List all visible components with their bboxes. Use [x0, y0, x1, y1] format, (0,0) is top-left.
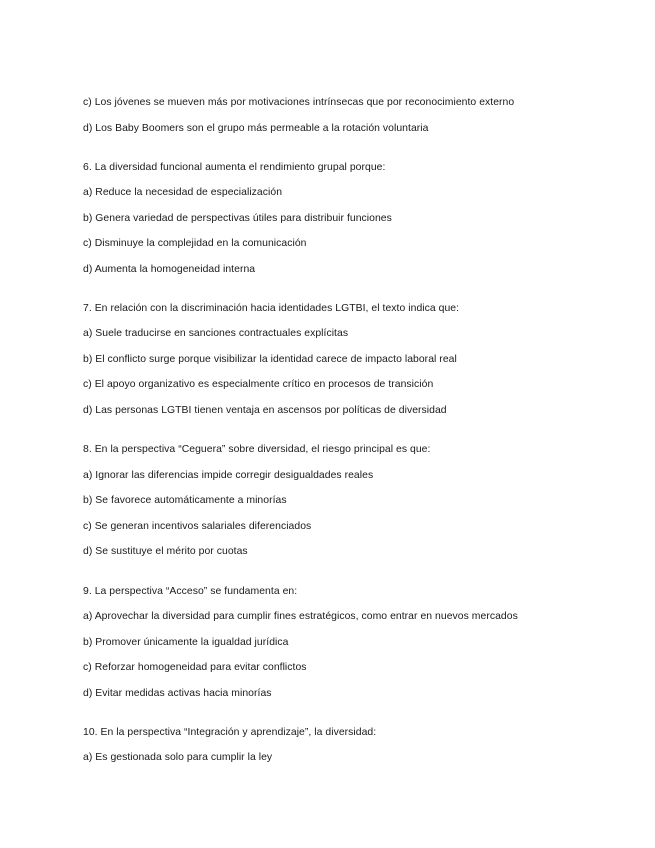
- question-8: 8. En la perspectiva “Ceguera” sobre diversidad, el riesgo principal es que:: [83, 444, 431, 455]
- option-8c: c) Se generan incentivos salariales diferenciados: [83, 521, 312, 532]
- option-7a: a) Suele traducirse en sanciones contractuales explícitas: [83, 328, 349, 339]
- option-5d: d) Los Baby Boomers son el grupo más permeable a la rotación voluntaria: [83, 123, 429, 134]
- option-7b: b) El conflicto surge porque visibilizar la identidad carece de impacto laboral real: [83, 354, 457, 365]
- option-9d: d) Evitar medidas activas hacia minorías: [83, 688, 272, 699]
- option-8d: d) Se sustituye el mérito por cuotas: [83, 546, 248, 557]
- option-6a: a) Reduce la necesidad de especialización: [83, 187, 283, 198]
- option-6c: c) Disminuye la complejidad en la comunicación: [83, 238, 307, 249]
- question-7: 7. En relación con la discriminación hacia identidades LGTBI, el texto indica que:: [83, 303, 460, 314]
- option-5c: c) Los jóvenes se mueven más por motivaciones intrínsecas que por reconocimiento externo: [83, 97, 515, 108]
- option-6d: d) Aumenta la homogeneidad interna: [83, 264, 256, 275]
- option-6b: b) Genera variedad de perspectivas útiles para distribuir funciones: [83, 213, 392, 224]
- option-9a: a) Aprovechar la diversidad para cumplir fines estratégicos, como entrar en nuevos mercados: [83, 611, 518, 622]
- question-6: 6. La diversidad funcional aumenta el rendimiento grupal porque:: [83, 162, 386, 173]
- option-10a: a) Es gestionada solo para cumplir la ley: [83, 752, 273, 763]
- question-9: 9. La perspectiva “Acceso” se fundamenta en:: [83, 586, 298, 597]
- option-9c: c) Reforzar homogeneidad para evitar conflictos: [83, 662, 307, 673]
- option-9b: b) Promover únicamente la igualdad jurídica: [83, 637, 289, 648]
- option-8a: a) Ignorar las diferencias impide corregir desigualdades reales: [83, 470, 374, 481]
- question-10: 10. En la perspectiva “Integración y aprendizaje”, la diversidad:: [83, 727, 377, 738]
- option-8b: b) Se favorece automáticamente a minorías: [83, 495, 287, 506]
- option-7d: d) Las personas LGTBI tienen ventaja en ascensos por políticas de diversidad: [83, 405, 447, 416]
- option-7c: c) El apoyo organizativo es especialmente crítico en procesos de transición: [83, 379, 434, 390]
